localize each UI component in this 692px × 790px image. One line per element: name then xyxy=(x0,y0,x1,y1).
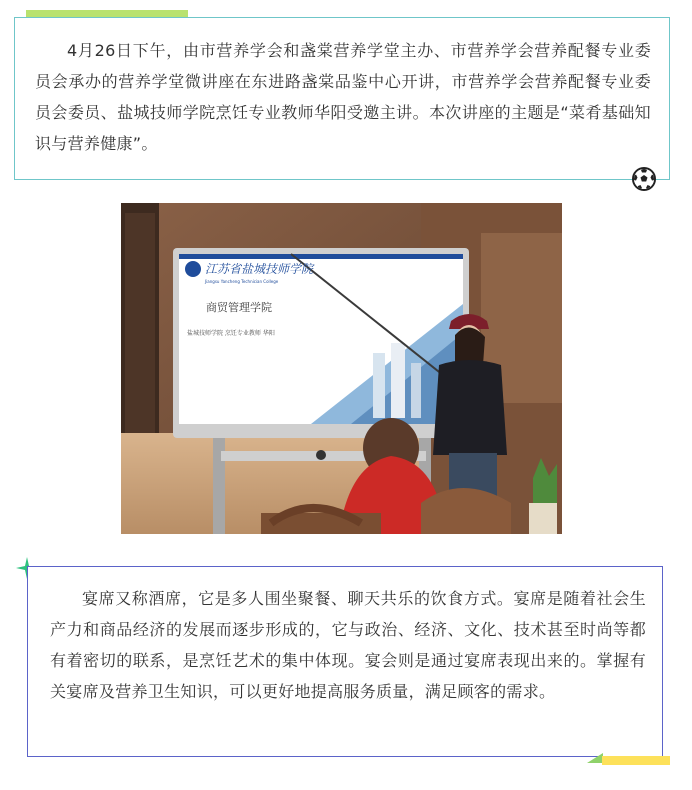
decorative-green-accent xyxy=(587,748,603,758)
soccer-ball-icon xyxy=(632,167,656,191)
banquet-paragraph: 宴席又称酒席，它是多人围坐聚餐、聊天共乐的饮食方式。宴席是随着社会生产力和商品经济的发展而逐步形成的，它与政治、经济、文化、技术甚至时尚等都有着密切的联系，是烹饪艺术的集中体现。宴会则是通过宴席表现出来的。掌握有关宴席及营养卫生知识，可以更好地提高服务质量，满足顾客的需求。 xyxy=(50,589,646,701)
banquet-text-card xyxy=(27,566,663,757)
intro-paragraph: 4月26日下午，由市营养学会和盏棠营养学堂主办、市营养学会营养配餐专业委员会承办的营养学堂微讲座在东进路盏棠品鉴中心开讲，市营养学会营养配餐专业委员会委员、盐城技师学院烹饪专业教师华阳受邀主讲。本次讲座的主题是“菜肴基础知识与营养健康”。 xyxy=(35,41,651,153)
screen-school-name: 江苏省盐城技师学院 xyxy=(205,262,314,276)
screen-school-subtitle: Jiangsu Yancheng Technician College xyxy=(205,279,279,284)
intro-text-card xyxy=(14,17,670,180)
screen-subtitle: 盐城技师学院 烹饪专业教师 华阳 xyxy=(187,330,275,337)
decorative-green-tab xyxy=(26,10,188,17)
lecture-photo xyxy=(121,203,562,534)
screen-title: 商贸管理学院 xyxy=(206,301,272,314)
decorative-yellow-bar xyxy=(602,756,670,765)
